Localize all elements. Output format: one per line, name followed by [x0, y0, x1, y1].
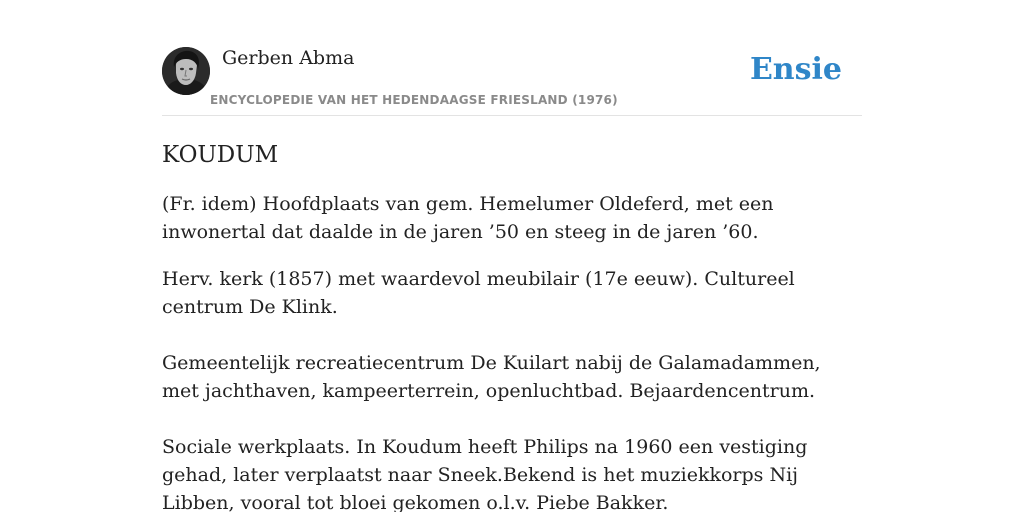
author-avatar[interactable] — [162, 47, 210, 95]
article-title: KOUDUM — [162, 142, 279, 168]
source-label[interactable]: ENCYCLOPEDIE VAN HET HEDENDAAGSE FRIESLAND (1976) — [210, 93, 618, 107]
article-paragraph: Herv. kerk (1857) met waardevol meubilair (17e eeuw). Cultureel centrum De Klink. — [162, 268, 795, 318]
article-paragraph: Gemeentelijk recreatiecentrum De Kuilart nabij de Galamadammen, met jachthaven, kampeerterrein, openluchtbad. Bejaardencentrum. — [162, 352, 821, 402]
portrait-icon — [162, 47, 210, 95]
author-name[interactable]: Gerben Abma — [222, 47, 355, 69]
article-header — [162, 0, 862, 116]
article-body — [162, 140, 862, 512]
article-paragraph: (Fr. idem) Hoofdplaats van gem. Hemelumer Oldeferd, met een inwonertal dat daalde in de jaren ’50 en steeg in de jaren ’60. — [162, 193, 774, 243]
brand-logo[interactable]: Ensie — [749, 52, 842, 87]
article-paragraph: Sociale werkplaats. In Koudum heeft Philips na 1960 een vestiging gehad, later verplaatst naar Sneek.Bekend is het muziekkorps Nij Libben, vooral tot bloei gekomen o.l.v. Piebe Bakker. — [162, 436, 808, 512]
